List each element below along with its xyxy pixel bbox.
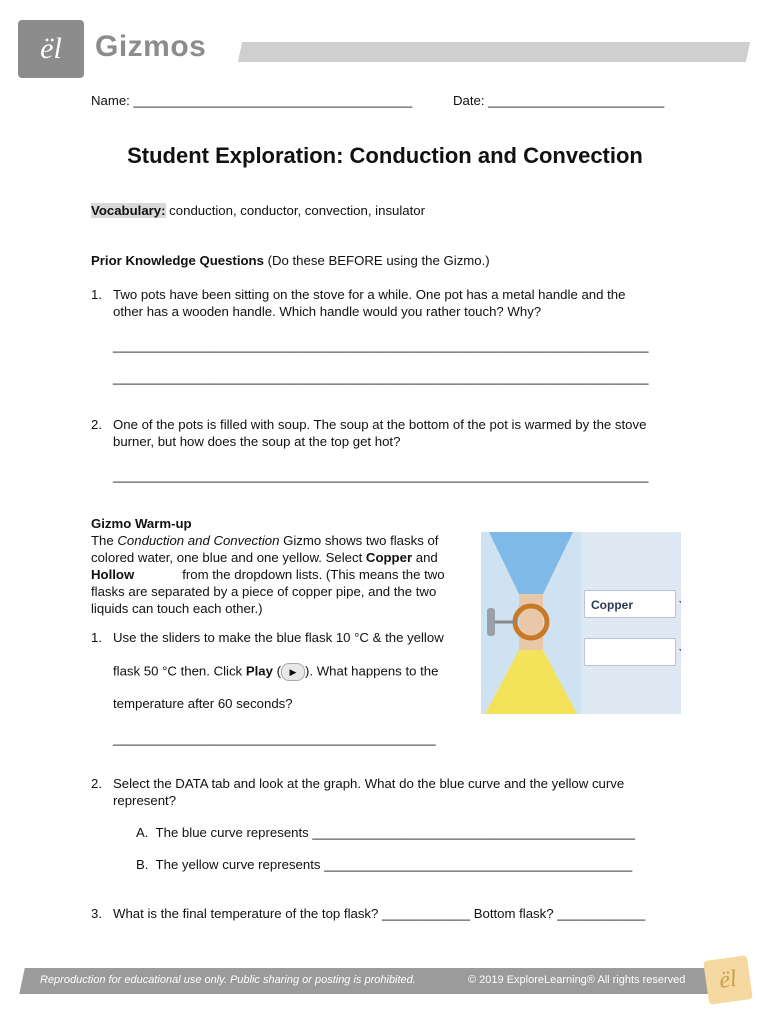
w1-line2c: (	[272, 663, 282, 679]
q1-line2: other has a wooden handle. Which handle would you rather touch? Why?	[113, 304, 542, 319]
q1-answer-line-2[interactable]: _________________________________________________________________________	[113, 370, 649, 385]
footer-disclaimer: Reproduction for educational use only. Public sharing or posting is prohibited.	[40, 974, 416, 986]
warmup-l2a: colored water, one blue and one yellow. Select	[91, 550, 366, 565]
warmup-heading: Gizmo Warm-up	[91, 516, 192, 531]
w1-number: 1.	[91, 630, 102, 645]
w2-text	[113, 775, 624, 809]
q2-line1: One of the pots is filled with soup. The soup at the bottom of the pot is warmed by the stove	[113, 417, 647, 432]
valve-handle	[487, 608, 495, 636]
w1-line1: Use the sliders to make the blue flask 10 °C & the yellow	[113, 630, 444, 645]
warmup-l5: liquids can touch each other.)	[91, 601, 263, 616]
w1-line2	[113, 663, 438, 681]
date-field[interactable]: Date: ________________________	[453, 93, 665, 108]
w3-number: 3.	[91, 906, 102, 921]
q1-line1: Two pots have been sitting on the stove for a while. One pot has a metal handle and the	[113, 287, 626, 302]
blue-flask	[489, 532, 573, 594]
warmup-copper: Copper	[365, 550, 413, 565]
explorelearning-logo: ël	[703, 955, 753, 1005]
prior-note: (Do these BEFORE using the Gizmo.)	[263, 253, 490, 268]
w2-line1: Select the DATA tab and look at the graph. What do the blue curve and the yellow curve	[113, 776, 625, 791]
gizmo-screenshot	[481, 532, 681, 714]
w1-line2a: flask 50 °C then. Click	[113, 663, 246, 679]
chevron-down-icon	[679, 601, 681, 607]
warmup-l1a: The	[91, 533, 118, 548]
q2-number: 2.	[91, 417, 102, 432]
w1-line3: temperature after 60 seconds?	[113, 696, 293, 711]
w1-answer-line[interactable]: ____________________________________________	[113, 731, 436, 746]
name-field[interactable]: Name: ______________________________________	[91, 93, 413, 108]
q1-number: 1.	[91, 287, 102, 302]
w2-option-a[interactable]: A. The blue curve represents ____________________________________________	[136, 825, 636, 840]
w2-line2: represent?	[113, 793, 177, 808]
vocabulary-terms: conduction, conductor, convection, insulator	[165, 203, 426, 218]
warmup-l4: flasks are separated by a piece of copper pipe, and the two	[91, 584, 437, 599]
warmup-text	[91, 515, 445, 617]
warmup-l3b: from the dropdown lists. (This means the two	[182, 567, 445, 582]
vocabulary-label: Vocabulary:	[91, 203, 166, 218]
w2-option-b[interactable]: B. The yellow curve represents __________________________________________	[136, 857, 633, 872]
prior-knowledge	[91, 253, 490, 268]
control-panel	[581, 532, 681, 714]
flask-junction	[519, 594, 543, 650]
brand-name: Gizmos	[95, 30, 207, 63]
q2-line2: burner, but how does the soup at the top get hot?	[113, 434, 401, 449]
warmup-l2c: and	[412, 550, 438, 565]
footer-copyright: © 2019 ExploreLearning® All rights reserved	[468, 974, 686, 986]
warmup-l1c: Gizmo shows two flasks of	[279, 533, 439, 548]
play-icon: ▶	[281, 663, 305, 681]
gizmos-logo: ël	[18, 20, 84, 78]
q2-answer-line[interactable]: _________________________________________________________________________	[113, 468, 649, 483]
header-bar	[238, 42, 750, 62]
w1-play-word: Play	[245, 663, 273, 679]
vocabulary	[91, 203, 425, 218]
material-dropdown[interactable]	[584, 590, 676, 618]
warmup-gizmo-name: Conduction and Convection	[117, 533, 280, 548]
q1-answer-line-1[interactable]: _________________________________________________________________________	[113, 338, 649, 353]
w3-text[interactable]: What is the final temperature of the top flask? ____________ Bottom flask? ____________	[113, 906, 646, 921]
q1-text	[113, 286, 625, 320]
type-dropdown[interactable]	[584, 638, 676, 666]
w2-number: 2.	[91, 776, 102, 791]
yellow-flask	[485, 650, 577, 714]
chevron-down-icon	[679, 649, 681, 655]
warmup-hollow: Hollow	[91, 567, 135, 582]
w1-line2d: ). What happens to the	[305, 663, 439, 679]
material-dropdown-value: Copper	[591, 598, 633, 612]
page-title: Student Exploration: Conduction and Convection	[127, 143, 643, 168]
q2-text	[113, 416, 646, 450]
prior-heading: Prior Knowledge Questions	[91, 253, 264, 268]
